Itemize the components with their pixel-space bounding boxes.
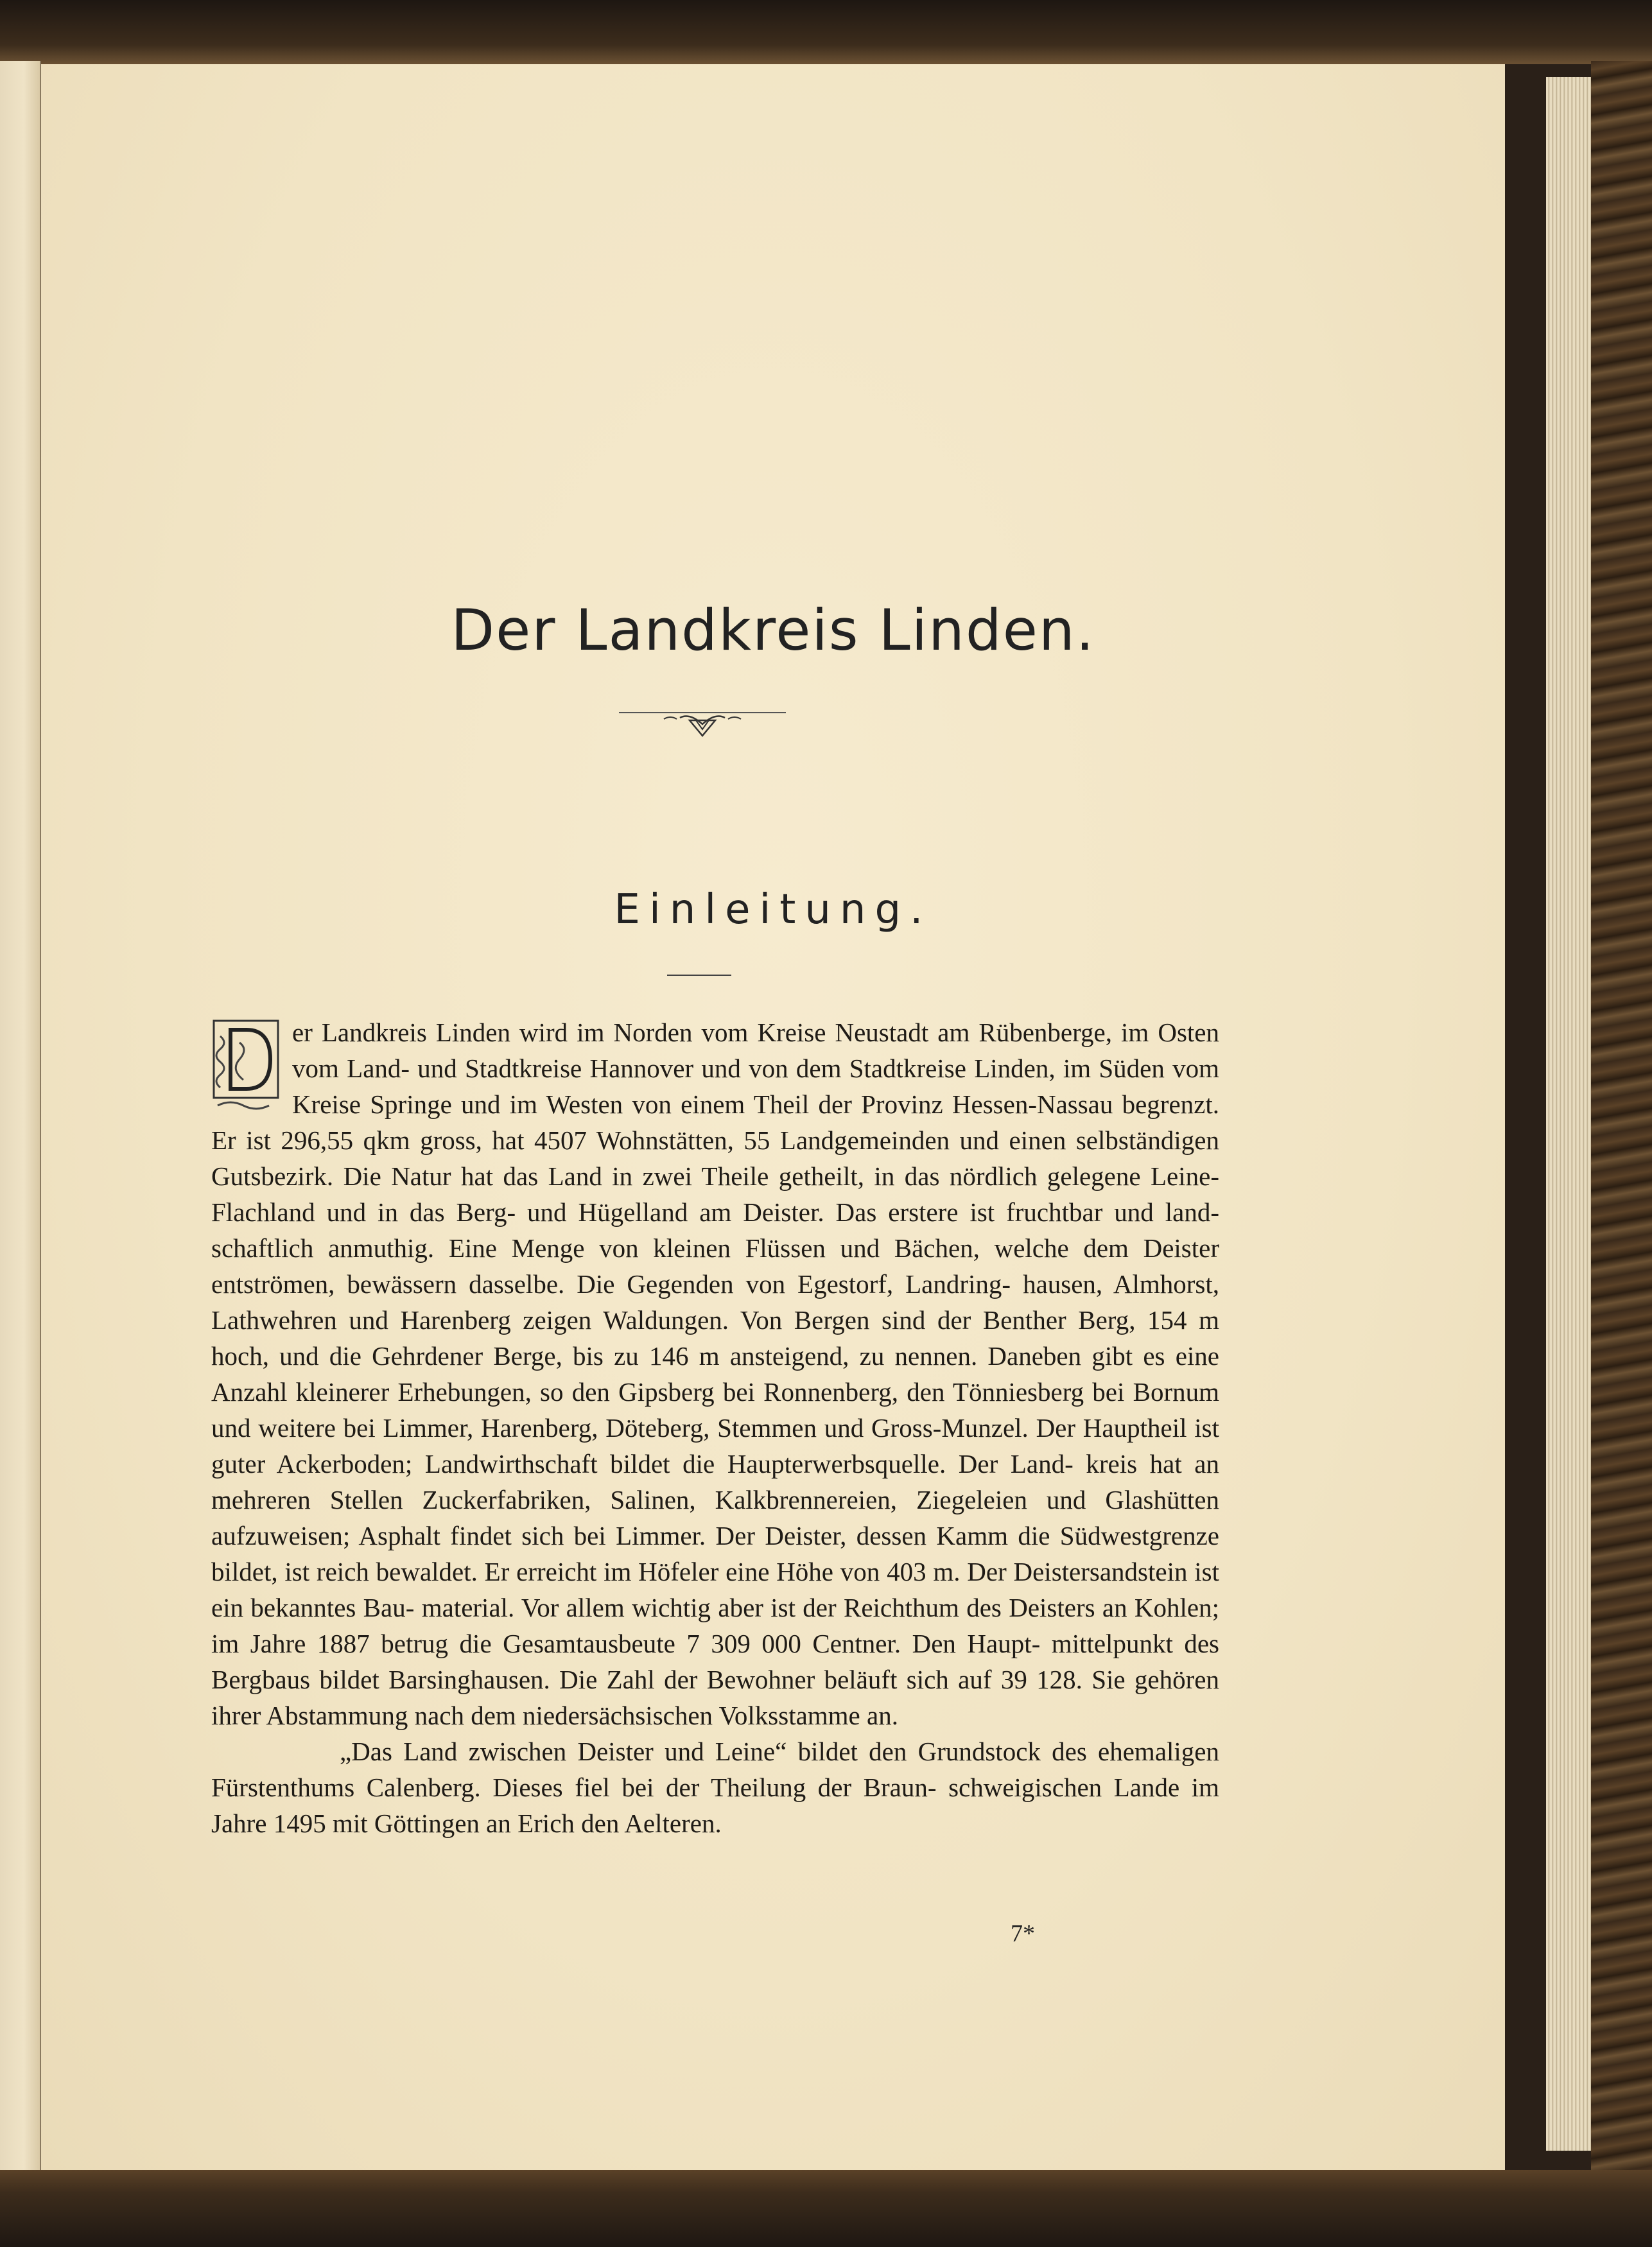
text-line: mittelpunkt des Bergbaus bildet Barsinghausen. Die Zahl der Bewohner beläuft — [211, 1629, 1219, 1694]
text-line: Linden, im Süden vom Kreise Springe und im Westen von einem Theil der — [292, 1054, 1220, 1119]
text-line: den Gipsberg bei Ronnenberg, den Tönniesberg bei Bornum und weitere bei — [211, 1377, 1219, 1443]
text-line: hausen, Almhorst, Lathwehren und Harenberg zeigen Waldungen. Von Bergen — [211, 1269, 1220, 1335]
text-line: schweigischen Lande im Jahre 1495 mit Göttingen an Erich den Aelteren. — [211, 1773, 1219, 1838]
text-line: Höfeler eine Höhe von 403 m. Der Deistersandstein ist ein bekanntes Bau- — [211, 1557, 1219, 1622]
text-line: „Das Land zwischen Deister und Leine“ bildet den Grundstock des — [340, 1737, 1099, 1766]
page-block-edges — [1546, 77, 1591, 2151]
text-line: und Glashütten aufzuweisen; Asphalt findet sich bei Limmer. Der Deister, — [211, 1485, 1219, 1550]
text-line: guter Ackerboden; Landwirthschaft bildet die Haupterwerbsquelle. Der Land- — [211, 1449, 1086, 1479]
text-line: im Osten vom Land- und Stadtkreise Hannover und von dem Stadtkreise — [292, 1018, 1220, 1083]
text-line: ansteigend, zu nennen. Daneben gibt es eine Anzahl kleinerer Erhebungen, so — [211, 1341, 1219, 1407]
text-line: dessen Kamm die Südwestgrenze bildet, ist reich bewaldet. Er erreicht im — [211, 1521, 1219, 1586]
text-line: Volksstamme an. — [718, 1701, 898, 1730]
text-line: kreis hat an mehreren Stellen Zuckerfabriken, Salinen, Kalkbrennereien, Ziegeleien — [211, 1449, 1220, 1514]
page-title: Der Landkreis Linden. — [451, 597, 1095, 663]
section-heading: Einleitung. — [614, 886, 932, 933]
paragraph-history — [211, 1733, 1219, 1841]
book-page — [41, 64, 1505, 2176]
text-line: das Berg- und Hügelland am Deister. Das erstere ist fruchtbar und land- — [409, 1197, 1219, 1227]
text-line: 55 Landgemeinden und einen selbständigen Gutsbezirk. Die Natur hat das — [211, 1125, 1219, 1191]
printer-signature-mark: 7* — [1011, 1920, 1035, 1947]
text-line: material. Vor allem wichtig aber ist der Reichthum des Deisters an Kohlen; — [421, 1593, 1219, 1622]
text-line: im Jahre 1887 betrug die Gesamtausbeute 7 309 000 Centner. Den Haupt- — [211, 1629, 1052, 1658]
bottom-shadow-band — [0, 2170, 1652, 2247]
paragraph-intro — [211, 1014, 1219, 1733]
text-line: sind der Benther Berg, 154 m hoch, und die Gehrdener Berge, bis zu 146 m — [211, 1305, 1219, 1371]
top-shadow-band — [0, 0, 1652, 64]
ornament-divider-icon — [619, 706, 786, 745]
text-line: Limmer, Harenberg, Döteberg, Stemmen und Gross-Munzel. Der Hauptheil ist — [383, 1413, 1219, 1443]
text-line: Deister entströmen, bewässern dasselbe. Die Gegenden von Egestorf, Landring- — [211, 1233, 1219, 1299]
text-line: Provinz Hessen-Nassau begrenzt. Er ist 296,55 qkm gross, hat 4507 Wohnstätten, — [211, 1089, 1219, 1155]
text-line: ehemaligen Fürstenthums Calenberg. Dieses fiel bei der Theilung der Braun- — [211, 1737, 1219, 1802]
heading-rule — [667, 975, 731, 976]
text-line: Land in zwei Theile getheilt, in das nördlich gelegene Leine-Flachland und in — [211, 1161, 1219, 1227]
previous-page-edge — [0, 61, 41, 2173]
text-line: sich auf 39 128. Sie gehören ihrer Abstammung nach dem niedersächsischen — [211, 1665, 1219, 1730]
marbled-cover — [1591, 61, 1652, 2173]
text-line: er Landkreis Linden wird im Norden vom Kreise Neustadt am Rübenberge, — [292, 1018, 1122, 1047]
text-line: schaftlich anmuthig. Eine Menge von kleinen Flüssen und Bächen, welche dem — [211, 1233, 1143, 1263]
body-text — [211, 1014, 1219, 1841]
